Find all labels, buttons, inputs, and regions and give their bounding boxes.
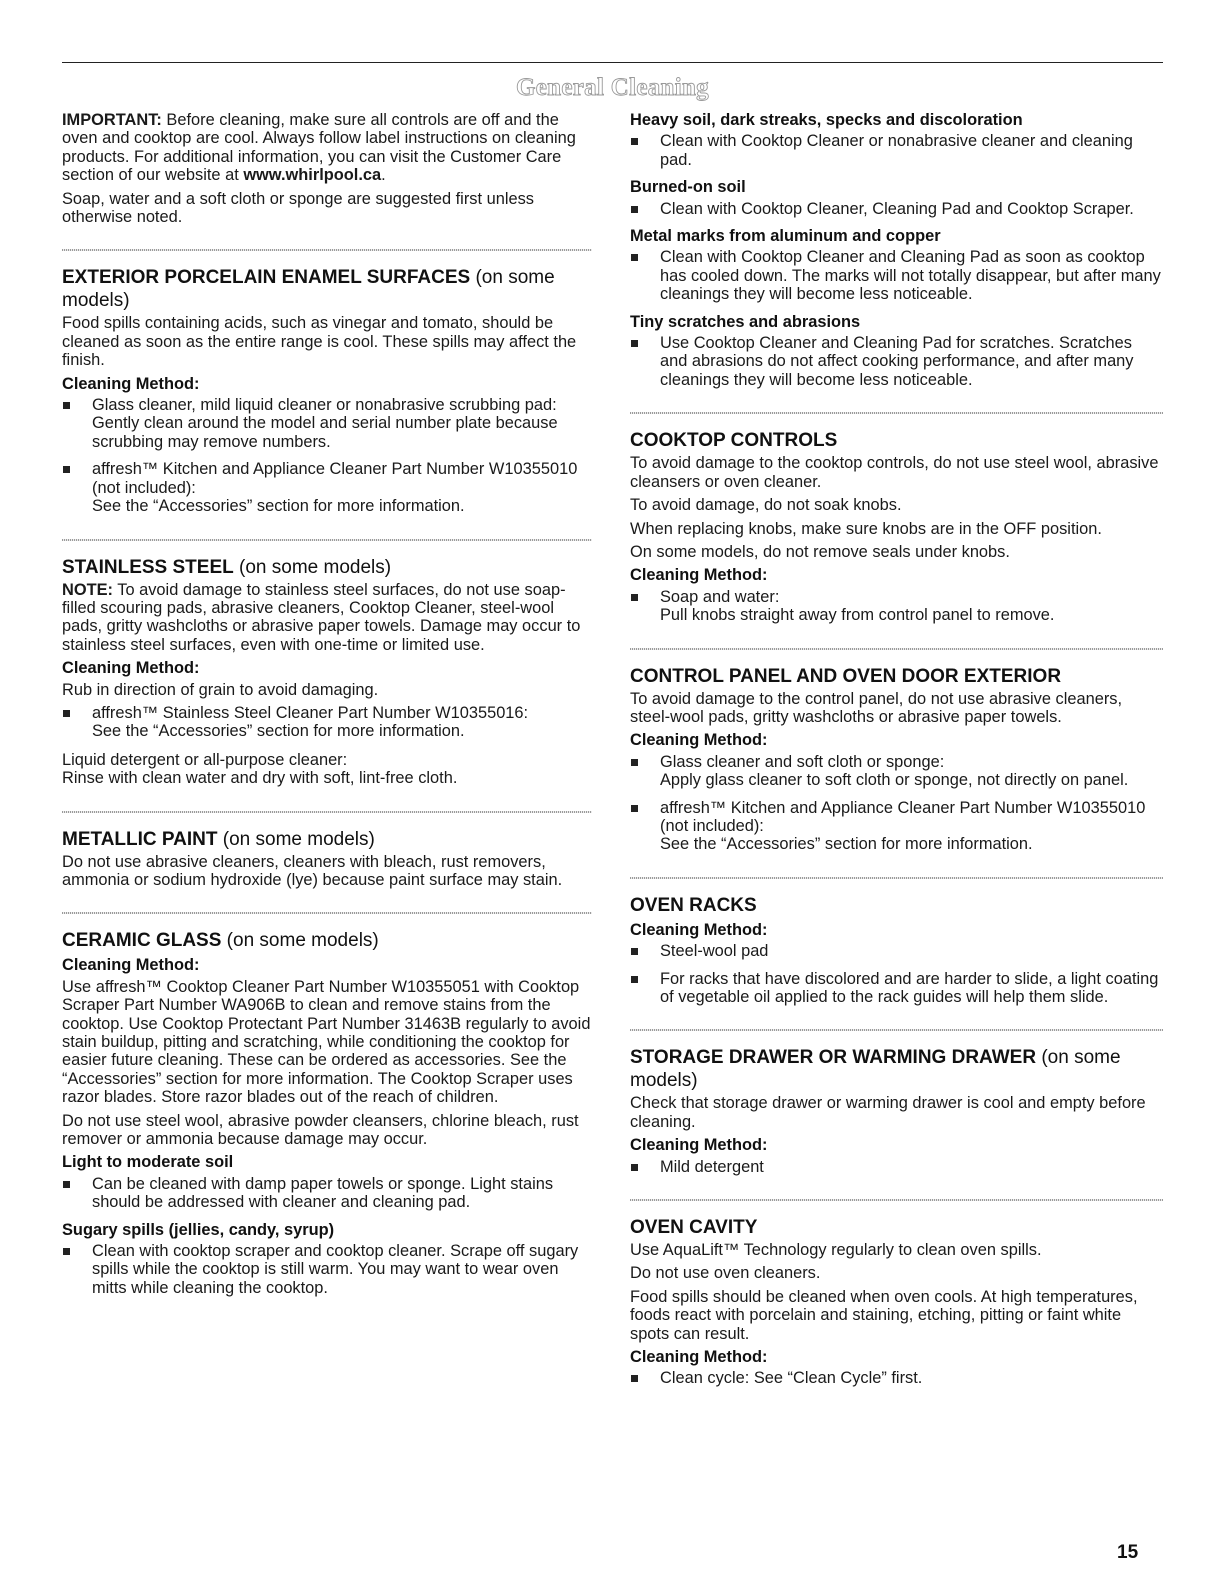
section-title (62, 929, 592, 952)
method-list (630, 1369, 1163, 1387)
soil-type-label: Heavy soil, dark streaks, specks and discoloration (630, 111, 1023, 129)
section-title-plain: (on some models) (630, 1047, 1121, 1092)
oven-racks-section (630, 894, 1163, 1007)
stainless-steel-section (62, 556, 592, 788)
section-title: COOKTOP CONTROLS (630, 430, 838, 452)
list-item: Mild detergent (630, 1158, 1163, 1176)
soil-type-label: Metal marks from aluminum and copper (630, 227, 941, 246)
ceramic-glass-continued (630, 111, 1163, 389)
list-item: Use Cooktop Cleaner and Cleaning Pad for scratches. Scratches and abrasions do not affect cooking performance, and after many cleanings they will become less noticeable. (630, 334, 1163, 389)
method-list (62, 1242, 592, 1297)
method-list (630, 1158, 1163, 1176)
metallic-paint-section (62, 828, 592, 890)
section-title-plain: (on some models) (217, 828, 375, 850)
section-title-bold: CERAMIC GLASS (62, 930, 222, 952)
section-title: CONTROL PANEL AND OVEN DOOR EXTERIOR (630, 665, 1062, 687)
section-title (62, 266, 592, 312)
section-title: OVEN RACKS (630, 894, 757, 916)
cleaning-method-label: Cleaning Method: (62, 956, 200, 975)
method-list (630, 132, 1163, 169)
method-list (62, 396, 592, 515)
method-list (62, 1175, 592, 1212)
list-item-subtext: See the “Accessories” section for more information. (660, 835, 1033, 854)
section-divider (630, 877, 1163, 879)
important-label: IMPORTANT: (62, 111, 162, 129)
list-item: Clean with Cooktop Cleaner and Cleaning Pad as soon as cooktop has cooled down. The marks will not totally disappear, but after many cleanings they will become less noticeable. (630, 248, 1163, 303)
note-text: To avoid damage to stainless steel surfaces, do not use soap-filled scouring pads, abrasive cleaners, Cooktop Cleaner, steel-wool pads, gritty washcloths or abrasive paper towels. Damage may occur to stainless steel surfaces, even with one-time or limited use. (62, 580, 581, 654)
important-paragraph (62, 111, 592, 185)
list-item-text: Glass cleaner, mild liquid cleaner or nonabrasive scrubbing pad: (92, 396, 557, 415)
cleaning-method-label: Cleaning Method: (630, 1136, 768, 1155)
method-list (630, 942, 1163, 1006)
list-item: Clean with Cooktop Cleaner or nonabrasive cleaner and cleaning pad. (630, 132, 1163, 169)
list-item-subtext: Gently clean around the model and serial number plate because scrubbing may remove numbers. (92, 414, 558, 451)
top-rule (62, 62, 1163, 63)
cooktop-controls-section (630, 429, 1163, 624)
section-body: When replacing knobs, make sure knobs are in the OFF position. (630, 519, 1102, 538)
method-list (630, 248, 1163, 303)
section-divider (630, 648, 1163, 650)
list-item (62, 396, 592, 451)
section-divider (630, 1029, 1163, 1031)
section-title (630, 1046, 1163, 1092)
section-title-plain: (on some models) (62, 267, 555, 312)
section-title-bold: METALLIC PAINT (62, 828, 218, 850)
section-body: Do not use abrasive cleaners, cleaners with bleach, rust removers, ammonia or sodium hydroxide (lye) because paint surface may stain. (62, 852, 563, 889)
section-title (62, 828, 592, 851)
ceramic-glass-section (62, 929, 592, 1297)
storage-drawer-section (630, 1046, 1163, 1176)
list-item-subtext: Pull knobs straight away from control panel to remove. (660, 606, 1055, 625)
section-divider (630, 412, 1163, 414)
section-body: Do not use steel wool, abrasive powder cleansers, chlorine bleach, rust remover or ammonia because damage may occur. (62, 1111, 579, 1149)
section-title (62, 556, 592, 579)
cleaning-method-label: Cleaning Method: (630, 920, 768, 939)
list-item: Can be cleaned with damp paper towels or sponge. Light stains should be addressed with cleaner and cleaning pad. (62, 1175, 592, 1212)
soil-type-label: Tiny scratches and abrasions (630, 312, 861, 331)
important-end: . (381, 166, 386, 185)
list-item (630, 753, 1163, 790)
list-item-subtext: See the “Accessories” section for more information. (92, 722, 465, 741)
list-item-subtext: Apply glass cleaner to soft cloth or sponge, not directly on panel. (660, 771, 1129, 790)
section-title-bold: EXTERIOR PORCELAIN ENAMEL SURFACES (62, 267, 471, 289)
soap-paragraph: Soap, water and a soft cloth or sponge are suggested first unless otherwise noted. (62, 189, 534, 227)
soil-type-label: Burned-on soil (630, 178, 746, 197)
cleaning-method-label: Cleaning Method: (630, 1348, 768, 1367)
section-title-plain: (on some models) (233, 556, 392, 578)
method-list (630, 588, 1163, 625)
method-list (630, 200, 1163, 218)
page-number: 15 (1117, 1542, 1139, 1563)
list-item-text: Soap and water: (660, 587, 780, 606)
rinse-text: Rinse with clean water and dry with soft, lint-free cloth. (62, 769, 458, 788)
section-body: To avoid damage to the cooktop controls, do not use steel wool, abrasive cleansers or oven cleaner. (630, 454, 1159, 491)
section-title-plain: (on some models) (221, 930, 379, 952)
list-item (62, 460, 592, 515)
intro-section (62, 111, 592, 226)
list-item-text: affresh™ Kitchen and Appliance Cleaner Part Number W10355010 (not included): (92, 460, 578, 497)
cleaning-method-label: Cleaning Method: (62, 374, 200, 393)
list-item: For racks that have discolored and are harder to slide, a light coating of vegetable oil applied to the rack guides will help them slide. (630, 970, 1163, 1007)
section-divider (62, 539, 592, 541)
section-title: OVEN CAVITY (630, 1217, 758, 1239)
section-divider (62, 249, 592, 251)
section-divider (630, 1199, 1163, 1201)
soil-type-label: Light to moderate soil (62, 1153, 234, 1172)
list-item: Clean with cooktop scraper and cooktop cleaner. Scrape off sugary spills while the cooktop is still warm. You may want to wear oven mitts while cleaning the cooktop. (62, 1242, 592, 1297)
section-body: Check that storage drawer or warming drawer is cool and empty before cleaning. (630, 1094, 1146, 1131)
cleaning-method-label: Cleaning Method: (630, 731, 768, 750)
section-body: To avoid damage, do not soak knobs. (630, 496, 902, 515)
right-column (630, 111, 1163, 1397)
list-item: Steel-wool pad (630, 942, 1163, 960)
oven-cavity-section (630, 1216, 1163, 1388)
cleaning-method-label: Cleaning Method: (630, 566, 768, 585)
soil-type-label: Sugary spills (jellies, candy, syrup) (62, 1220, 335, 1239)
liquid-paragraph (62, 751, 592, 788)
control-panel-section (630, 665, 1163, 854)
section-body: Food spills containing acids, such as vinegar and tomato, should be cleaned as soon as the entire range is cool. These spills may affect the finish. (62, 314, 577, 370)
list-item (630, 799, 1163, 854)
section-title-bold: STORAGE DRAWER OR WARMING DRAWER (630, 1047, 1037, 1069)
section-body: Do not use oven cleaners. (630, 1264, 821, 1283)
section-divider (62, 811, 592, 813)
note-label: NOTE: (62, 580, 113, 599)
section-body: To avoid damage to the control panel, do not use abrasive cleaners, steel-wool pads, gritty washcloths or abrasive paper towels. (630, 689, 1123, 726)
section-body: Use AquaLift™ Technology regularly to clean oven spills. (630, 1241, 1042, 1260)
list-item-subtext: See the “Accessories” section for more information. (92, 497, 465, 516)
rub-paragraph: Rub in direction of grain to avoid damaging. (62, 680, 379, 699)
page-heading: General Cleaning (516, 74, 709, 101)
list-item (62, 704, 592, 741)
method-list (62, 704, 592, 741)
exterior-porcelain-section (62, 266, 592, 515)
list-item-text: affresh™ Kitchen and Appliance Cleaner Part Number W10355010 (not included): (660, 798, 1146, 835)
list-item (630, 588, 1163, 625)
list-item-text: affresh™ Stainless Steel Cleaner Part Number W10355016: (92, 703, 529, 722)
list-item: Clean cycle: See “Clean Cycle” first. (630, 1369, 1163, 1387)
list-item: Clean with Cooktop Cleaner, Cleaning Pad and Cooktop Scraper. (630, 200, 1163, 218)
cleaning-method-label: Cleaning Method: (62, 659, 200, 678)
method-list (630, 753, 1163, 854)
section-body: On some models, do not remove seals under knobs. (630, 542, 1010, 561)
liquid-text: Liquid detergent or all-purpose cleaner: (62, 750, 348, 769)
section-body: Use affresh™ Cooktop Cleaner Part Number W10355051 with Cooktop Scraper Part Number WA906B to clean and remove stains from the cooktop. Use Cooktop Protectant Part Number 31463B regularly to avoid stain buildup, pitting and scratching, while conditioning the cooktop for easier future cleaning. These can be ordered as accessories. See the “Accessories” section for more information. The Cooktop Scraper uses razor blades. Store razor blades out of the reach of children. (62, 977, 591, 1107)
website-link[interactable]: www.whirlpool.ca (243, 166, 382, 185)
note-paragraph (62, 581, 592, 655)
section-title-bold: STAINLESS STEEL (62, 556, 234, 578)
section-divider (62, 912, 592, 914)
list-item-text: Glass cleaner and soft cloth or sponge: (660, 752, 945, 771)
method-list (630, 334, 1163, 389)
section-body: Food spills should be cleaned when oven cools. At high temperatures, foods react with porcelain and staining, etching, pitting or faint white spots can result. (630, 1287, 1138, 1343)
left-column (62, 111, 592, 1306)
important-text: Before cleaning, make sure all controls are off and the oven and cooktop are cool. Always follow label instructions on cleaning products. For additional information, you can visit the Customer Care section of our website at (62, 111, 576, 185)
